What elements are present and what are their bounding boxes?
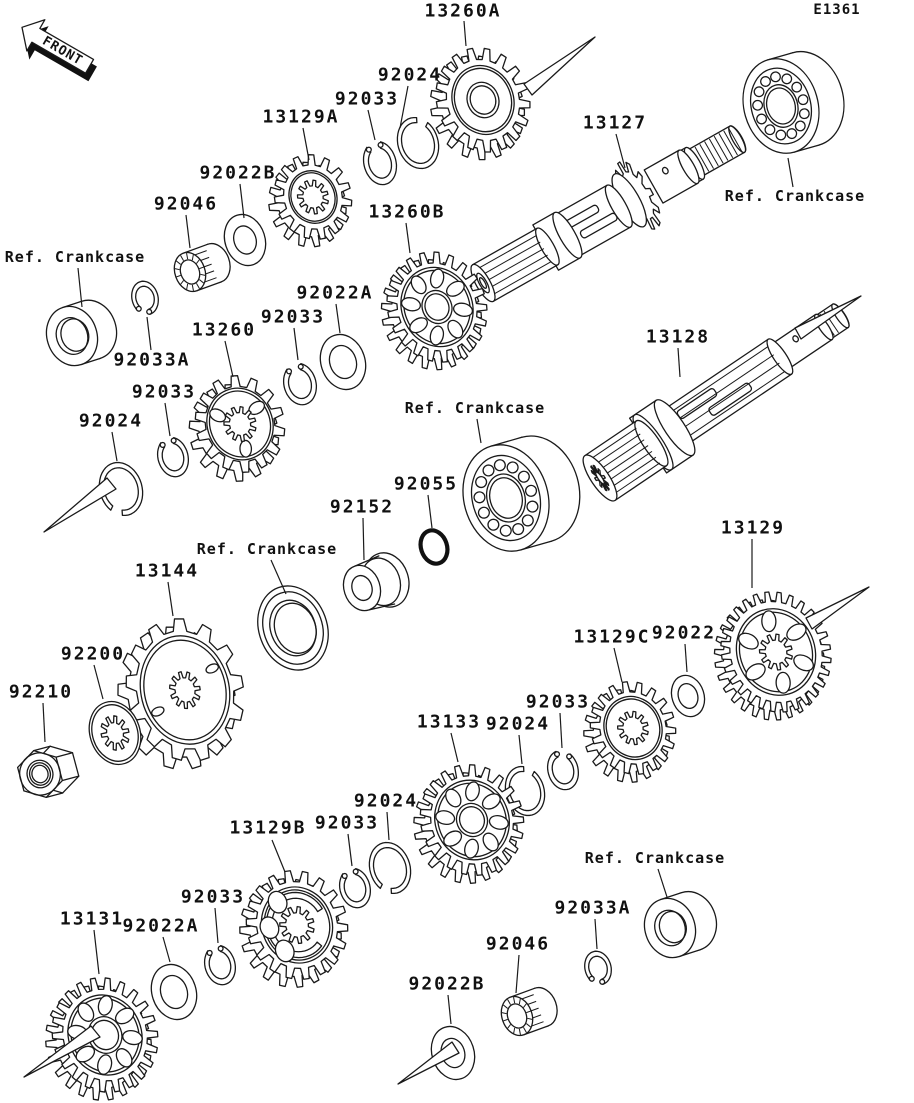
part-number-label: 13133 <box>416 711 482 733</box>
gear-13129 <box>695 575 851 737</box>
leader-line <box>788 158 793 187</box>
leader-line <box>363 518 364 560</box>
ball-bearing-crankcase-top <box>732 42 855 162</box>
part-number-label: 13128 <box>645 326 711 348</box>
part-number-label: 92033A <box>113 349 191 371</box>
part-number-label: 13129 <box>720 517 786 539</box>
leader-line <box>595 919 597 949</box>
leader-line <box>348 834 352 866</box>
seal-ring-crankcase-mid <box>246 576 339 680</box>
part-number-label: 92210 <box>8 681 74 703</box>
part-number-label: 92055 <box>393 473 459 495</box>
leader-line <box>658 869 667 897</box>
part-number-label: 92022A <box>296 282 374 304</box>
part-number-label: 92046 <box>485 933 551 955</box>
leader-line <box>451 733 458 762</box>
drawing-code: E1361 <box>813 2 861 18</box>
leader-line <box>560 713 562 748</box>
front-direction-marker <box>11 12 104 90</box>
collar-92152 <box>336 547 415 620</box>
part-number-label: 92033 <box>525 691 591 713</box>
leader-line <box>163 937 170 962</box>
ref-crankcase-label: Ref. Crankcase <box>584 849 726 867</box>
part-number-label: 92024 <box>485 713 551 735</box>
part-number-label: 92022B <box>199 162 277 184</box>
part-number-label: 13127 <box>582 112 648 134</box>
part-number-label: 13260 <box>191 319 257 341</box>
part-number-label: 13129C <box>573 626 651 648</box>
circlip-92033-f <box>201 943 240 988</box>
leader-line <box>94 930 99 974</box>
leader-line <box>147 317 151 350</box>
leader-line <box>165 403 170 436</box>
assembly-arrow-13129 <box>806 587 869 629</box>
leader-line <box>428 495 432 528</box>
part-number-label: 13144 <box>134 560 200 582</box>
leader-line <box>448 995 451 1024</box>
part-number-label: 92200 <box>60 643 126 665</box>
snap-ring-92024-a <box>391 112 445 174</box>
leader-line <box>303 128 309 160</box>
part-number-label: 13129B <box>229 817 307 839</box>
leader-line <box>186 215 190 248</box>
leader-line <box>387 812 389 840</box>
part-number-label: 92033 <box>260 306 326 328</box>
part-number-label: 13129A <box>262 106 340 128</box>
leader-line <box>516 955 519 993</box>
leader-line <box>477 419 481 443</box>
part-number-label: 13260B <box>368 201 446 223</box>
part-number-label: 92033 <box>334 88 400 110</box>
leader-line <box>78 268 82 307</box>
part-number-label: 13131 <box>59 908 125 930</box>
ref-crankcase-label: Ref. Crankcase <box>404 399 546 417</box>
washer-92022A-mid <box>313 329 372 396</box>
part-number-label: 92033 <box>314 812 380 834</box>
front-label: FRONT <box>39 33 86 69</box>
leader-line <box>215 908 218 943</box>
leader-line <box>43 703 45 742</box>
part-number-label: 13260A <box>424 0 502 22</box>
part-number-label: 92022B <box>408 973 486 995</box>
needle-bearing-92046-top <box>169 239 235 296</box>
circlip-92033-d <box>543 747 582 793</box>
ref-crankcase-label: Ref. Crankcase <box>4 248 146 266</box>
circlip-92033-a <box>359 139 401 188</box>
leader-line <box>272 840 285 872</box>
leader-line <box>225 341 233 377</box>
leader-line <box>94 665 103 699</box>
snap-ring-92024-d <box>363 837 417 899</box>
circlip-92033A-top <box>128 278 162 318</box>
bushing-crankcase-bottom <box>637 885 724 964</box>
part-number-label: 92024 <box>78 410 144 432</box>
assembly-arrow-13260A <box>524 37 595 95</box>
leader-line <box>168 582 173 616</box>
part-number-label: 92152 <box>329 496 395 518</box>
ref-crankcase-label: Ref. Crankcase <box>196 540 338 558</box>
o-ring-92055 <box>416 527 451 567</box>
needle-bearing-92046-bottom <box>496 983 562 1040</box>
leader-line <box>464 21 466 46</box>
leader-line <box>336 304 340 333</box>
circlip-92033-b <box>280 361 321 408</box>
leader-line <box>294 328 298 360</box>
leader-line <box>368 110 375 140</box>
leader-line <box>240 184 244 218</box>
part-number-label: 92022 <box>651 622 717 644</box>
leader-line <box>406 223 410 253</box>
circlip-92033A-bottom <box>581 948 615 988</box>
part-number-label: 92024 <box>377 64 443 86</box>
circlip-92033-e <box>336 866 375 911</box>
part-number-label: 92033A <box>554 897 632 919</box>
part-number-label: 92033 <box>180 886 246 908</box>
part-number-label: 92046 <box>153 193 219 215</box>
nut-92210 <box>14 741 82 803</box>
part-number-label: 92022A <box>122 915 200 937</box>
part-number-label: 92024 <box>353 790 419 812</box>
ball-bearing-crankcase-mid <box>451 426 592 562</box>
leader-line <box>678 348 680 377</box>
gear-13129A <box>254 143 366 259</box>
leader-line <box>614 648 622 682</box>
leader-line <box>112 432 117 461</box>
leader-line <box>685 644 687 672</box>
ref-crankcase-label: Ref. Crankcase <box>724 187 866 205</box>
circlip-92033-c <box>154 435 193 480</box>
part-number-label: 92033 <box>131 381 197 403</box>
leader-line <box>519 735 522 764</box>
